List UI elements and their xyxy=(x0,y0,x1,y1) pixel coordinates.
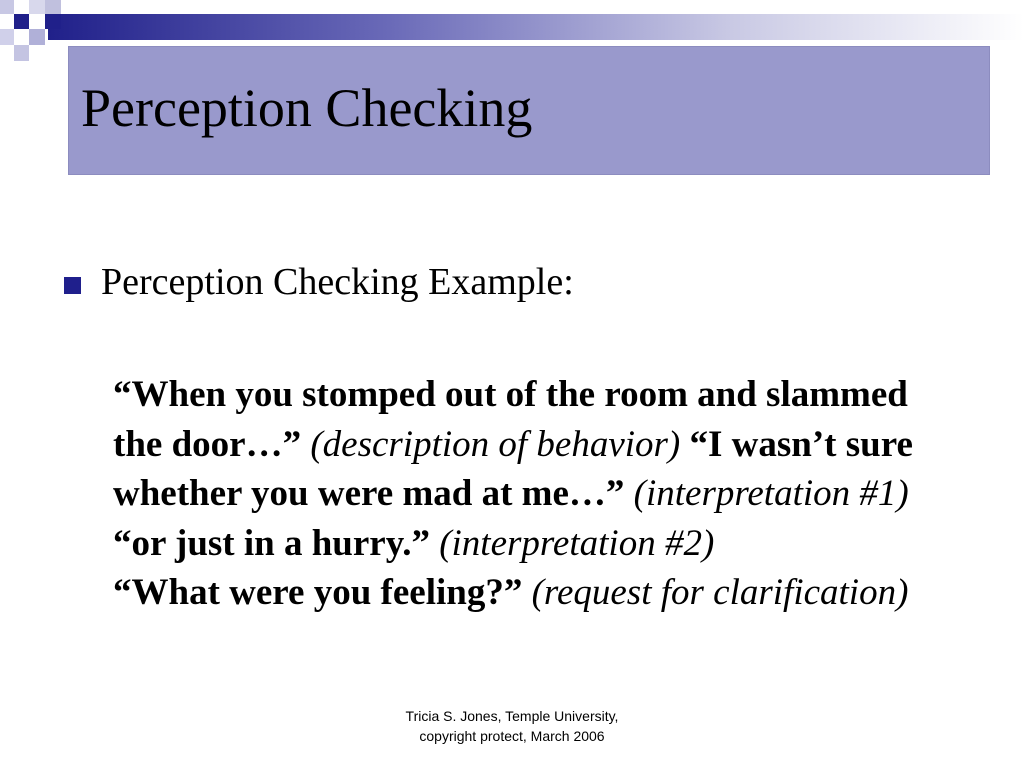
slide-title: Perception Checking xyxy=(81,78,533,138)
quote-segment: (description of behavior) xyxy=(301,423,690,465)
bullet-text: Perception Checking Example: xyxy=(101,261,574,303)
deco-square-3 xyxy=(29,0,45,14)
deco-square-5 xyxy=(29,29,45,45)
deco-square-6 xyxy=(0,29,14,45)
quote-segment: (request for clarification) xyxy=(522,572,909,613)
quote-segment: “or just in a hurry.” xyxy=(113,522,430,564)
quote-segment: (interpretation #1) xyxy=(624,473,909,514)
deco-square-2 xyxy=(14,14,29,29)
example-quote xyxy=(113,370,918,618)
footer-line-1: Tricia S. Jones, Temple University, xyxy=(405,708,619,724)
quote-segment: (interpretation #2) xyxy=(429,522,715,564)
deco-square-4 xyxy=(45,0,61,14)
deco-square-8 xyxy=(45,14,61,29)
bullet-marker xyxy=(64,277,81,294)
deco-square-1 xyxy=(0,0,14,14)
footer-line-2: copyright protect, March 2006 xyxy=(419,728,605,744)
quote-segment: “What were you feeling?” xyxy=(113,572,523,613)
deco-square-7 xyxy=(14,45,29,61)
quote-segment: “I wasn’t sure whether you were mad at me…” xyxy=(113,423,913,514)
header-gradient-bar xyxy=(48,14,1024,40)
footer-credit xyxy=(370,706,654,746)
quote-segment: “When you stomped out of the room and slammed the door…” xyxy=(113,374,908,465)
title-box xyxy=(68,46,990,175)
